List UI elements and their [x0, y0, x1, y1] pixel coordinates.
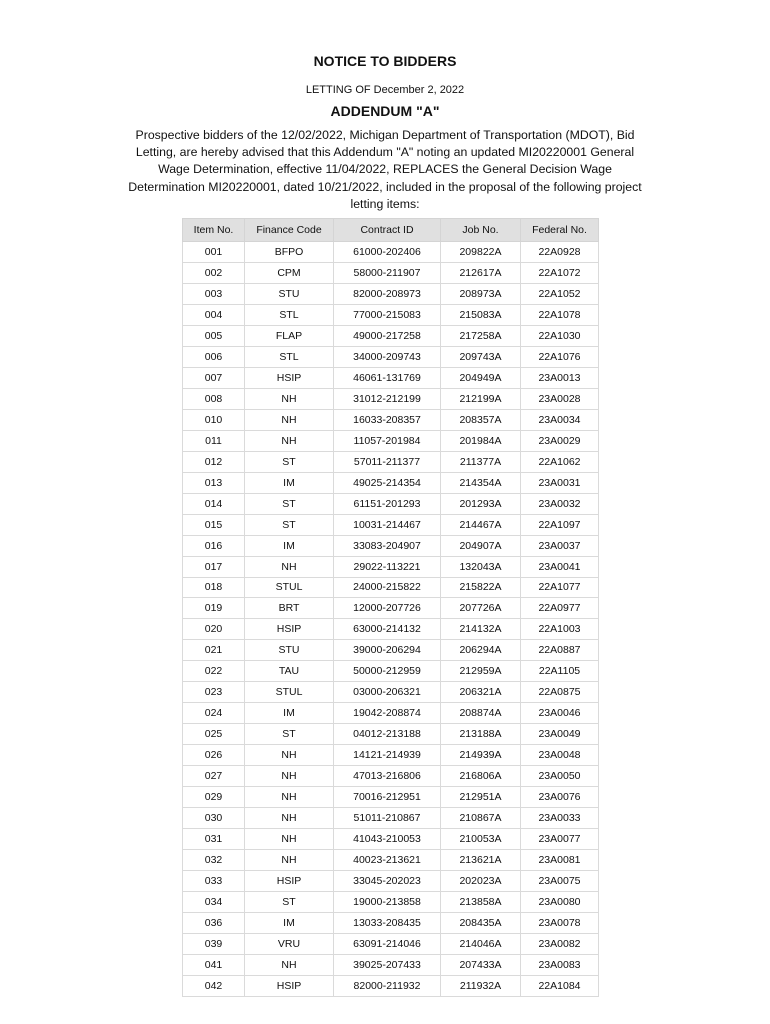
cell-item-no: 016 [183, 535, 245, 556]
table-row [183, 283, 599, 304]
cell-federal-no: 23A0032 [521, 493, 599, 514]
cell-job-no: 215822A [441, 577, 521, 598]
cell-job-no: 214046A [441, 933, 521, 954]
cell-finance-code: HSIP [245, 619, 334, 640]
cell-finance-code: IM [245, 535, 334, 556]
cell-job-no: 214467A [441, 514, 521, 535]
header-federal-no: Federal No. [521, 219, 599, 242]
cell-finance-code: ST [245, 451, 334, 472]
table-row [183, 577, 599, 598]
table-row [183, 850, 599, 871]
cell-federal-no: 22A0928 [521, 242, 599, 263]
header-contract-id: Contract ID [334, 219, 441, 242]
cell-job-no: 210053A [441, 829, 521, 850]
cell-job-no: 214354A [441, 472, 521, 493]
cell-federal-no: 23A0037 [521, 535, 599, 556]
cell-job-no: 216806A [441, 766, 521, 787]
cell-job-no: 208973A [441, 283, 521, 304]
cell-contract-id: 11057-201984 [334, 430, 441, 451]
cell-contract-id: 46061-131769 [334, 367, 441, 388]
header-item-no: Item No. [183, 219, 245, 242]
cell-job-no: 132043A [441, 556, 521, 577]
table-row [183, 430, 599, 451]
cell-job-no: 213621A [441, 850, 521, 871]
cell-job-no: 217258A [441, 325, 521, 346]
cell-job-no: 212951A [441, 787, 521, 808]
header-job-no: Job No. [441, 219, 521, 242]
table-row [183, 661, 599, 682]
cell-job-no: 213858A [441, 892, 521, 913]
cell-federal-no: 22A1052 [521, 283, 599, 304]
table-row [183, 829, 599, 850]
cell-federal-no: 23A0031 [521, 472, 599, 493]
cell-item-no: 036 [183, 913, 245, 934]
cell-federal-no: 23A0078 [521, 913, 599, 934]
cell-federal-no: 23A0013 [521, 367, 599, 388]
cell-federal-no: 23A0048 [521, 745, 599, 766]
table-row [183, 367, 599, 388]
cell-job-no: 212959A [441, 661, 521, 682]
cell-finance-code: IM [245, 913, 334, 934]
cell-item-no: 032 [183, 850, 245, 871]
cell-contract-id: 39000-206294 [334, 640, 441, 661]
cell-contract-id: 82000-208973 [334, 283, 441, 304]
cell-job-no: 206294A [441, 640, 521, 661]
cell-federal-no: 23A0080 [521, 892, 599, 913]
cell-contract-id: 04012-213188 [334, 724, 441, 745]
cell-finance-code: IM [245, 472, 334, 493]
cell-job-no: 214132A [441, 619, 521, 640]
cell-finance-code: IM [245, 703, 334, 724]
cell-job-no: 204907A [441, 535, 521, 556]
table-row [183, 787, 599, 808]
cell-contract-id: 57011-211377 [334, 451, 441, 472]
cell-item-no: 004 [183, 304, 245, 325]
addendum-heading: ADDENDUM "A" [330, 103, 440, 119]
cell-contract-id: 51011-210867 [334, 808, 441, 829]
cell-contract-id: 19042-208874 [334, 703, 441, 724]
cell-federal-no: 23A0034 [521, 409, 599, 430]
cell-federal-no: 23A0076 [521, 787, 599, 808]
cell-finance-code: ST [245, 514, 334, 535]
page-title: NOTICE TO BIDDERS [313, 53, 457, 69]
letting-date: LETTING OF December 2, 2022 [305, 84, 465, 96]
cell-finance-code: NH [245, 766, 334, 787]
cell-item-no: 034 [183, 892, 245, 913]
cell-finance-code: TAU [245, 661, 334, 682]
cell-contract-id: 82000-211932 [334, 975, 441, 996]
cell-job-no: 211932A [441, 975, 521, 996]
cell-job-no: 208874A [441, 703, 521, 724]
cell-job-no: 215083A [441, 304, 521, 325]
cell-contract-id: 24000-215822 [334, 577, 441, 598]
cell-contract-id: 31012-212199 [334, 388, 441, 409]
cell-item-no: 019 [183, 598, 245, 619]
cell-job-no: 212617A [441, 262, 521, 283]
table-row [183, 304, 599, 325]
table-row [183, 472, 599, 493]
cell-finance-code: STL [245, 304, 334, 325]
cell-job-no: 212199A [441, 388, 521, 409]
cell-item-no: 026 [183, 745, 245, 766]
cell-item-no: 013 [183, 472, 245, 493]
cell-federal-no: 22A1072 [521, 262, 599, 283]
cell-contract-id: 61151-201293 [334, 493, 441, 514]
cell-federal-no: 23A0049 [521, 724, 599, 745]
cell-federal-no: 23A0077 [521, 829, 599, 850]
cell-federal-no: 22A1076 [521, 346, 599, 367]
cell-federal-no: 23A0081 [521, 850, 599, 871]
cell-finance-code: NH [245, 430, 334, 451]
cell-contract-id: 41043-210053 [334, 829, 441, 850]
cell-contract-id: 49025-214354 [334, 472, 441, 493]
table-row [183, 388, 599, 409]
cell-contract-id: 33083-204907 [334, 535, 441, 556]
cell-contract-id: 50000-212959 [334, 661, 441, 682]
cell-finance-code: NH [245, 954, 334, 975]
cell-item-no: 025 [183, 724, 245, 745]
cell-federal-no: 22A1105 [521, 661, 599, 682]
cell-federal-no: 22A1003 [521, 619, 599, 640]
cell-finance-code: HSIP [245, 975, 334, 996]
table-row [183, 535, 599, 556]
table-row [183, 325, 599, 346]
cell-item-no: 020 [183, 619, 245, 640]
cell-contract-id: 13033-208435 [334, 913, 441, 934]
cell-item-no: 010 [183, 409, 245, 430]
cell-federal-no: 23A0082 [521, 933, 599, 954]
cell-item-no: 006 [183, 346, 245, 367]
cell-contract-id: 49000-217258 [334, 325, 441, 346]
cell-item-no: 021 [183, 640, 245, 661]
cell-finance-code: ST [245, 493, 334, 514]
table-row [183, 682, 599, 703]
cell-job-no: 209822A [441, 242, 521, 263]
cell-item-no: 011 [183, 430, 245, 451]
cell-federal-no: 22A0875 [521, 682, 599, 703]
cell-item-no: 022 [183, 661, 245, 682]
cell-job-no: 208357A [441, 409, 521, 430]
table-row [183, 451, 599, 472]
cell-job-no: 207433A [441, 954, 521, 975]
cell-job-no: 201293A [441, 493, 521, 514]
cell-item-no: 008 [183, 388, 245, 409]
cell-contract-id: 40023-213621 [334, 850, 441, 871]
cell-finance-code: NH [245, 745, 334, 766]
cell-item-no: 003 [183, 283, 245, 304]
cell-item-no: 005 [183, 325, 245, 346]
cell-contract-id: 10031-214467 [334, 514, 441, 535]
cell-finance-code: STUL [245, 682, 334, 703]
cell-federal-no: 22A1084 [521, 975, 599, 996]
cell-item-no: 039 [183, 933, 245, 954]
cell-item-no: 002 [183, 262, 245, 283]
cell-item-no: 029 [183, 787, 245, 808]
cell-finance-code: NH [245, 808, 334, 829]
cell-item-no: 030 [183, 808, 245, 829]
table-row [183, 556, 599, 577]
cell-contract-id: 63000-214132 [334, 619, 441, 640]
cell-job-no: 206321A [441, 682, 521, 703]
cell-item-no: 015 [183, 514, 245, 535]
table-row [183, 808, 599, 829]
table-row [183, 514, 599, 535]
cell-finance-code: ST [245, 892, 334, 913]
cell-federal-no: 22A0887 [521, 640, 599, 661]
table-row [183, 892, 599, 913]
table-row [183, 242, 599, 263]
cell-job-no: 210867A [441, 808, 521, 829]
cell-item-no: 033 [183, 871, 245, 892]
cell-federal-no: 23A0033 [521, 808, 599, 829]
cell-finance-code: CPM [245, 262, 334, 283]
cell-finance-code: NH [245, 787, 334, 808]
cell-job-no: 202023A [441, 871, 521, 892]
cell-contract-id: 61000-202406 [334, 242, 441, 263]
cell-item-no: 041 [183, 954, 245, 975]
table-row [183, 409, 599, 430]
cell-federal-no: 23A0083 [521, 954, 599, 975]
cell-contract-id: 16033-208357 [334, 409, 441, 430]
cell-item-no: 018 [183, 577, 245, 598]
cell-contract-id: 19000-213858 [334, 892, 441, 913]
cell-item-no: 007 [183, 367, 245, 388]
cell-finance-code: VRU [245, 933, 334, 954]
cell-item-no: 012 [183, 451, 245, 472]
table-row [183, 913, 599, 934]
cell-federal-no: 23A0028 [521, 388, 599, 409]
cell-federal-no: 22A0977 [521, 598, 599, 619]
table-row [183, 954, 599, 975]
cell-finance-code: NH [245, 850, 334, 871]
cell-job-no: 214939A [441, 745, 521, 766]
table-row [183, 724, 599, 745]
cell-federal-no: 23A0075 [521, 871, 599, 892]
cell-federal-no: 23A0029 [521, 430, 599, 451]
cell-finance-code: NH [245, 829, 334, 850]
cell-contract-id: 39025-207433 [334, 954, 441, 975]
cell-contract-id: 14121-214939 [334, 745, 441, 766]
cell-contract-id: 47013-216806 [334, 766, 441, 787]
cell-job-no: 211377A [441, 451, 521, 472]
cell-finance-code: NH [245, 409, 334, 430]
cell-finance-code: BRT [245, 598, 334, 619]
cell-finance-code: STL [245, 346, 334, 367]
notice-paragraph: Prospective bidders of the 12/02/2022, Michigan Department of Transportation (MDOT), Bid Letting, are hereby advised that this Addendum "A" noting an updated MI20220001 General Wage Determination, effective 11/04/2022, REPLACES the General Decision Wage Determination MI20220001, dated 10/21/2022, included in the proposal of the following project letting items: [128, 128, 642, 211]
cell-job-no: 208435A [441, 913, 521, 934]
cell-item-no: 014 [183, 493, 245, 514]
cell-finance-code: BFPO [245, 242, 334, 263]
cell-job-no: 204949A [441, 367, 521, 388]
cell-item-no: 024 [183, 703, 245, 724]
cell-federal-no: 22A1097 [521, 514, 599, 535]
cell-item-no: 001 [183, 242, 245, 263]
cell-federal-no: 22A1078 [521, 304, 599, 325]
cell-item-no: 017 [183, 556, 245, 577]
cell-finance-code: STU [245, 283, 334, 304]
table-row [183, 703, 599, 724]
cell-job-no: 201984A [441, 430, 521, 451]
table-row [183, 933, 599, 954]
cell-contract-id: 63091-214046 [334, 933, 441, 954]
cell-federal-no: 23A0050 [521, 766, 599, 787]
table-row [183, 871, 599, 892]
cell-job-no: 207726A [441, 598, 521, 619]
cell-contract-id: 33045-202023 [334, 871, 441, 892]
cell-finance-code: ST [245, 724, 334, 745]
cell-contract-id: 77000-215083 [334, 304, 441, 325]
cell-finance-code: STUL [245, 577, 334, 598]
cell-item-no: 042 [183, 975, 245, 996]
cell-federal-no: 22A1077 [521, 577, 599, 598]
cell-contract-id: 03000-206321 [334, 682, 441, 703]
cell-finance-code: STU [245, 640, 334, 661]
table-row [183, 766, 599, 787]
cell-job-no: 213188A [441, 724, 521, 745]
table-header-row [183, 219, 599, 242]
cell-federal-no: 22A1030 [521, 325, 599, 346]
table-row [183, 619, 599, 640]
table-row [183, 640, 599, 661]
cell-contract-id: 34000-209743 [334, 346, 441, 367]
cell-job-no: 209743A [441, 346, 521, 367]
cell-item-no: 031 [183, 829, 245, 850]
cell-contract-id: 12000-207726 [334, 598, 441, 619]
cell-federal-no: 23A0041 [521, 556, 599, 577]
table-row [183, 493, 599, 514]
cell-finance-code: HSIP [245, 367, 334, 388]
table-row [183, 745, 599, 766]
cell-finance-code: HSIP [245, 871, 334, 892]
cell-finance-code: FLAP [245, 325, 334, 346]
cell-finance-code: NH [245, 388, 334, 409]
table-row [183, 346, 599, 367]
cell-item-no: 027 [183, 766, 245, 787]
table-row [183, 598, 599, 619]
header-finance-code: Finance Code [245, 219, 334, 242]
cell-contract-id: 70016-212951 [334, 787, 441, 808]
cell-contract-id: 58000-211907 [334, 262, 441, 283]
cell-contract-id: 29022-113221 [334, 556, 441, 577]
cell-finance-code: NH [245, 556, 334, 577]
table-row [183, 975, 599, 996]
cell-federal-no: 22A1062 [521, 451, 599, 472]
cell-federal-no: 23A0046 [521, 703, 599, 724]
letting-items-table [182, 218, 599, 997]
table-row [183, 262, 599, 283]
cell-item-no: 023 [183, 682, 245, 703]
